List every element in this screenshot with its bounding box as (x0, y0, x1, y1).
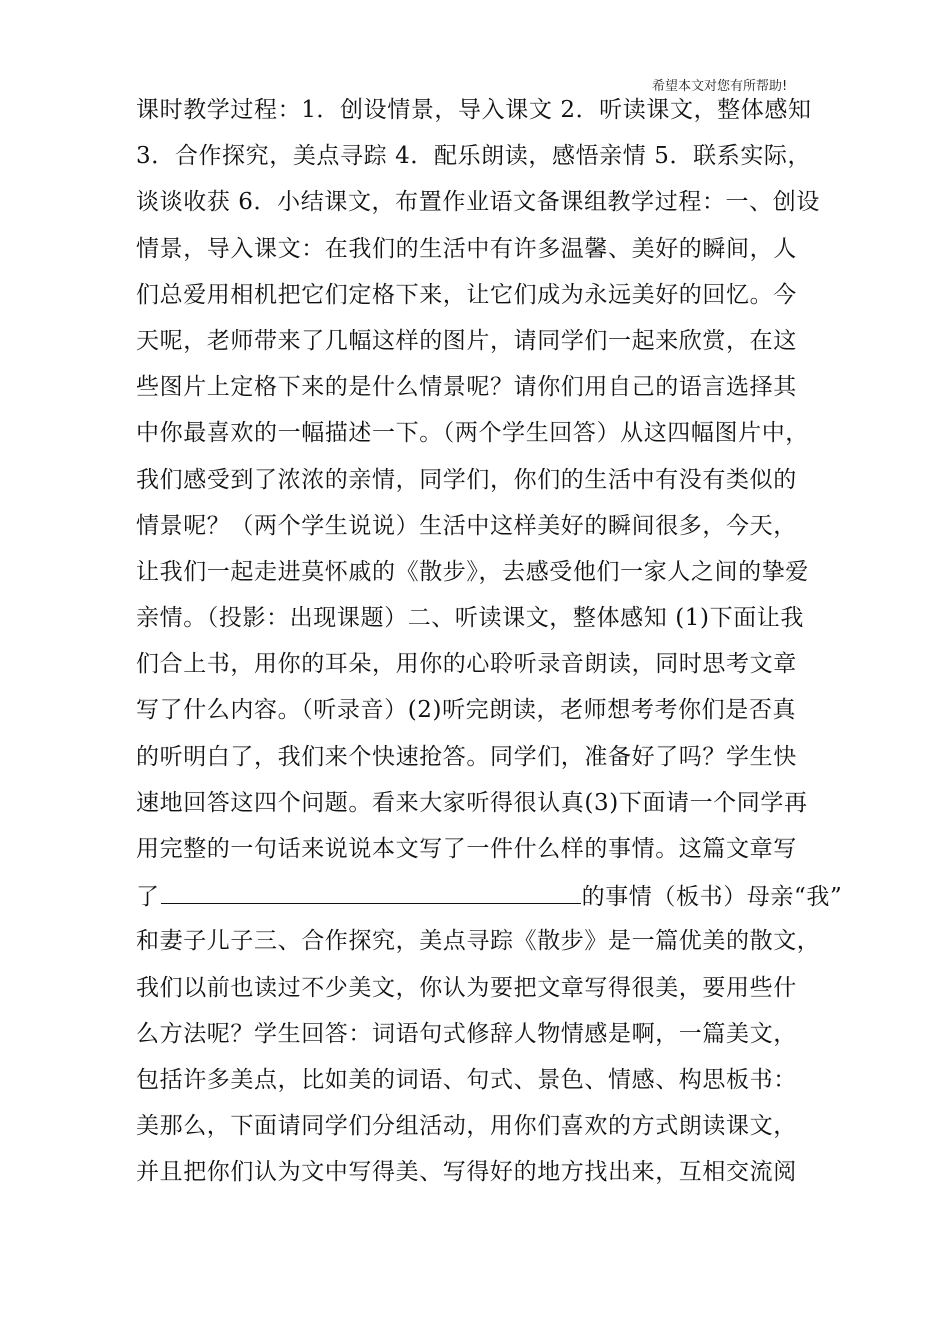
text-line: 课时教学过程：1．创设情景，导入课文 2．听读课文，整体感知 (136, 97, 812, 123)
text-line: 3．合作探究，美点寻踪 4．配乐朗读，感悟亲情 5．联系实际， (136, 143, 812, 170)
text-line: 速地回答这四个问题。看来大家听得很认真(3)下面请一个同学再 (136, 789, 808, 816)
text-line: 谈谈收获 6．小结课文，布置作业语文备课组教学过程：一、创设 (136, 189, 820, 216)
text-line: 美那么，下面请同学们分组活动，用你们喜欢的方式朗读课文， (136, 1113, 797, 1140)
text-line: 情景，导入课文：在我们的生活中有许多温馨、美好的瞬间，人 (136, 235, 797, 262)
text-line: 么方法呢？学生回答：词语句式修辞人物情感是啊，一篇美文， (136, 1020, 797, 1047)
text-line: 我们感受到了浓浓的亲情，同学们，你们的生活中有没有类似的 (136, 466, 797, 493)
document-body (136, 94, 843, 1203)
answer-blank (161, 879, 581, 904)
fill-in-line (136, 879, 843, 925)
text-line: 亲情。（投影：出现课题）二、听读课文，整体感知 (1)下面让我 (136, 605, 804, 632)
text-line: 写了什么内容。（听录音）(2)听完朗读，老师想考考你们是否真 (136, 697, 797, 724)
text-line: 包括许多美点，比如美的词语、句式、景色、情感、构思板书： (136, 1066, 797, 1093)
text-line: 我们以前也读过不少美文，你认为要把文章写得很美，要用些什 (136, 974, 797, 1001)
text-line: 和妻子儿子三、合作探究，美点寻踪《散步》是一篇优美的散文， (136, 928, 821, 955)
text-line: 的听明白了，我们来个快速抢答。同学们，准备好了吗？学生快 (136, 743, 797, 770)
text-line: 们总爱用相机把它们定格下来，让它们成为永远美好的回忆。今 (136, 281, 797, 308)
text-line: 些图片上定格下来的是什么情景呢？请你们用自己的语言选择其 (136, 374, 797, 401)
text-line: 们合上书，用你的耳朵，用你的心聆听录音朗读，同时思考文章 (136, 651, 797, 678)
fill-line-prefix: 了 (136, 884, 160, 911)
watermark-text: 希望本文对您有所帮助! (652, 79, 788, 94)
text-line: 用完整的一句话来说说本文写了一件什么样的事情。这篇文章写 (136, 836, 797, 862)
text-line: 中你最喜欢的一幅描述一下。（两个学生回答）从这四幅图片中， (136, 420, 809, 447)
text-line: 让我们一起走进莫怀戚的《散步》，去感受他们一家人之间的挚爱 (136, 558, 809, 585)
text-line: 天呢，老师带来了几幅这样的图片，请同学们一起来欣赏，在这 (136, 327, 797, 354)
text-line: 情景呢？（两个学生说说）生活中这样美好的瞬间很多，今天， (136, 512, 797, 539)
fill-line-suffix: 的事情（板书）母亲“我” (581, 884, 843, 911)
text-line: 并且把你们认为文中写得美、写得好的地方找出来，互相交流阅 (136, 1159, 797, 1186)
